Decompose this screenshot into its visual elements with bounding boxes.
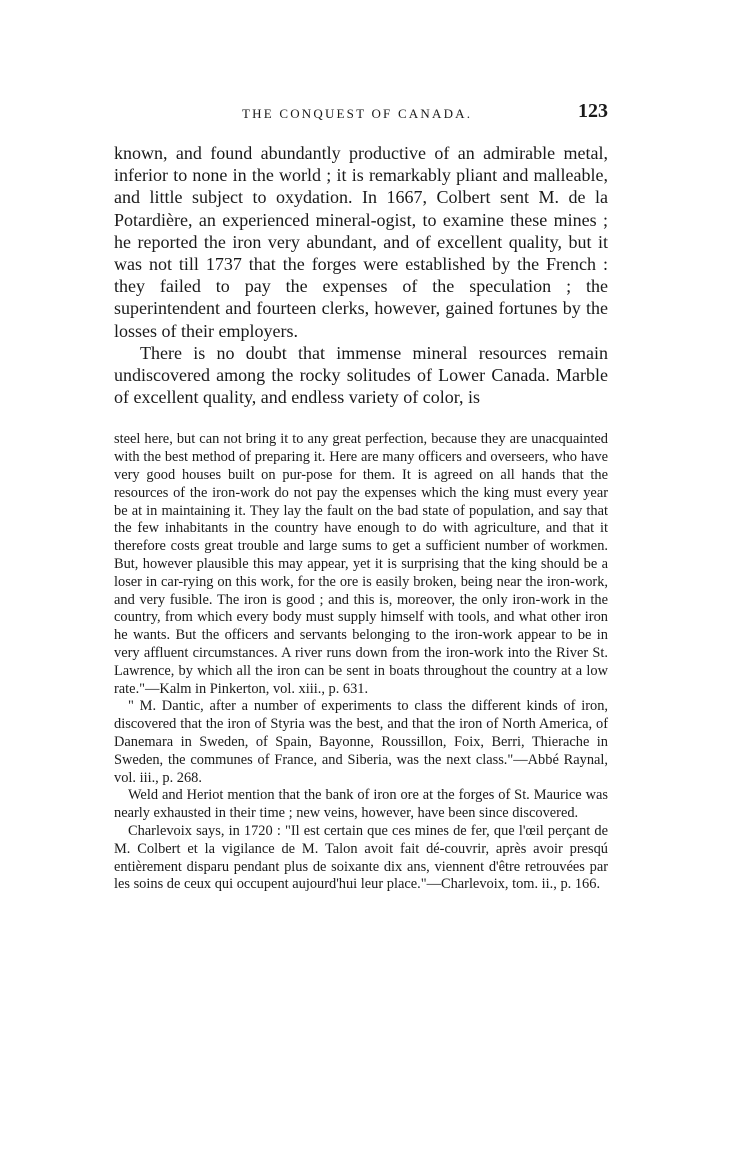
footnote-paragraph: Weld and Heriot mention that the bank of iron ore at the forges of St. Maurice was nearly exhausted in their time ; new veins, however, have been since discovered. <box>114 787 608 822</box>
footnote-paragraph: " M. Dantic, after a number of experiments to class the different kinds of iron, discovered that the iron of Styria was the best, and that the iron of North America, of Danemara in Sweden, of Spain, Bayonne, Roussillon, Foix, Berri, Thierache in Sweden, the communes of France, and Siberia, was the next class."—Abbé Raynal, vol. iii., p. 268. <box>114 698 608 786</box>
main-text <box>114 142 608 408</box>
footnotes <box>114 431 608 894</box>
running-title: THE CONQUEST OF CANADA. <box>242 106 473 121</box>
body-paragraph: known, and found abundantly productive of an admirable metal, inferior to none in the world ; it is remarkably pliant and malleable, and little subject to oxydation. In 1667, Colbert sent M. de la Potardière, an experienced mineral-ogist, to examine these mines ; he reported the iron very abundant, and of excellent quality, but it was not till 1737 that the forges were established by the French : they failed to pay the expenses of the speculation ; the superintendent and fourteen clerks, however, gained fortunes by the losses of their employers. <box>114 143 608 341</box>
body-paragraph: There is no doubt that immense mineral resources remain undiscovered among the rocky solitudes of Lower Canada. Marble of excellent quality, and endless variety of color, is <box>114 342 608 408</box>
book-page <box>114 100 608 894</box>
footnote-paragraph: Charlevoix says, in 1720 : "Il est certain que ces mines de fer, que l'œil perçant de M. Colbert et la vigilance de M. Talon avoit fait dé-couvrir, après avoir presqú entièrement disparu pendant plus de soixante dix ans, viennent d'être retrouvées par les soins de ceux qui occupent aujourd'hui leur place."—Charlevoix, tom. ii., p. 166. <box>114 822 608 893</box>
footnote-paragraph: steel here, but can not bring it to any great perfection, because they are unacquainted with the best method of preparing it. Here are many officers and overseers, who have very good houses built on pur-pose for them. It is agreed on all hands that the resources of the iron-work do not pay the expenses which the king must every year be at in maintaining it. They lay the fault on the bad state of population, and say that the few inhabitants in the country have enough to do with agriculture, and that it therefore costs great trouble and large sums to get a sufficient number of workmen. But, however plausible this may appear, yet it is surprising that the king should be a loser in car-rying on this work, for the ore is easily broken, being near the iron-work, and very fusible. The iron is good ; and this is, moreover, the only iron-work in the country, from which every body must supply himself with tools, and what other iron he wants. But the officers and servants belonging to the iron-work appear to be in very affluent circumstances. A river runs down from the iron-work into the River St. Lawrence, by which all the iron can be sent in boats throughout the country at a low rate."—Kalm in Pinkerton, vol. xiii., p. 631. <box>114 431 608 697</box>
running-header <box>114 100 608 128</box>
page-number: 123 <box>578 100 608 122</box>
